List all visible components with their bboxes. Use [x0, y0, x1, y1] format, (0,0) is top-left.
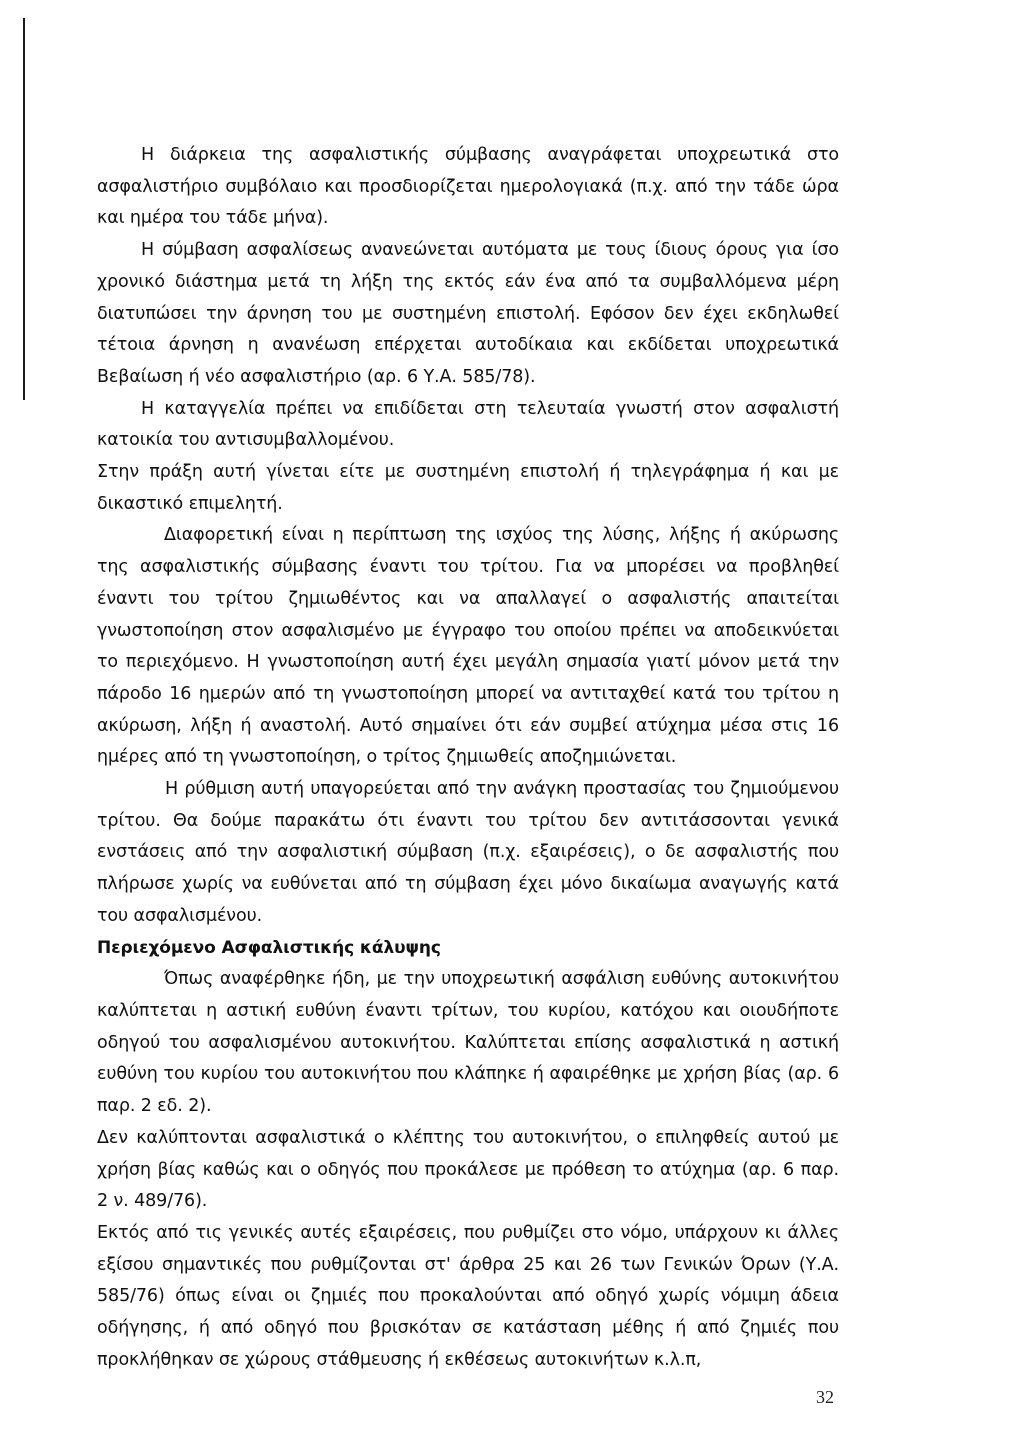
paragraph-contract-renewal: Η σύμβαση ασφαλίσεως ανανεώνεται αυτόματα με τους ίδιους όρους για ίσο χρονικό διάστημα μετά τη λήξη της εκτός εάν ένα από τα συμβαλλόμενα μέρη διατυπώσει την άρνηση του με συστημένη επιστολή. Εφόσον δεν έχει εκδηλωθεί τέτοια άρνηση η ανανέωση επέρχεται αυτοδίκαια και εκδίδεται υποχρεωτικά Βεβαίωση ή νέο ασφαλιστήριο (αρ. 6 Υ.Α. 585/78).	[97, 240, 839, 387]
paragraph-third-party-validity: Διαφορετική είναι η περίπτωση της ισχύος της λύσης, λήξης ή ακύρωσης της ασφαλιστικής σύμβασης έναντι του τρίτου. Για να μπορέσει να προβληθεί έναντι του τρίτου ζημιωθέντος και να απαλλαγεί ο ασφαλιστής απαιτείται γνωστοποίηση στον ασφαλισμένο με έγγραφο του οποίου πρέπει να αποδεικνύεται το περιεχόμενο. Η γνωστοποίηση αυτή έχει μεγάλη σημασία γιατί μόνον μετά την πάροδο 16 ημερών από τη γνωστοποίηση μπορεί να αντιταχθεί κατά του τρίτου η ακύρωση, λήξη ή αναστολή. Αυτό σημαίνει ότι εάν συμβεί ατύχημα μέσα στις 16 ημέρες από τη γνωστοποίηση, ο τρίτος ζημιωθείς αποζημιώνεται.	[97, 525, 839, 768]
paragraph-coverage-exclusions: Δεν καλύπτονται ασφαλιστικά ο κλέπτης του αυτοκινήτου, ο επιληφθείς αυτού με χρήση βίας καθώς και ο οδηγός που προκάλεσε με πρόθεση το ατύχημα (αρ. 6 παρ. 2 ν. 489/76).	[97, 1127, 839, 1212]
section-heading: Περιεχόμενο Ασφαλιστικής κάλυψης	[97, 937, 441, 958]
paragraph-third-party-protection: Η ρύθμιση αυτή υπαγορεύεται από την ανάγκη προστασίας του ζημιούμενου τρίτου. Θα δούμε παρακάτω ότι έναντι του τρίτου δεν αντιτάσσονται γενικά ενστάσεις από την ασφαλιστική σύμβαση (π.χ. εξαιρέσεις), ο δε ασφαλιστής που πλήρωσε χωρίς να ευθύνεται από τη σύμβαση έχει μόνο δικαίωμα αναγωγής κατά του ασφαλισμένου.	[97, 779, 839, 926]
paragraph-notice-method: Στην πράξη αυτή γίνεται είτε με συστημένη επιστολή ή τηλεγράφημα ή και με δικαστικό επιμελητή.	[97, 462, 839, 514]
paragraph-contract-duration: Η διάρκεια της ασφαλιστικής σύμβασης αναγράφεται υποχρεωτικά στο ασφαλιστήριο συμβόλαιο και προσδιορίζεται ημερολογιακά (π.χ. από την τάδε ώρα και ημέρα του τάδε μήνα).	[97, 145, 839, 229]
document-body	[97, 140, 839, 1376]
page-number: 32	[816, 1387, 834, 1407]
margin-rule	[23, 18, 25, 400]
paragraph-general-exclusions: Εκτός από τις γενικές αυτές εξαιρέσεις, που ρυθμίζει στο νόμο, υπάρχουν κι άλλες εξίσου σημαντικές που ρυθμίζονται στ' άρθρα 25 και 26 των Γενικών Όρων (Υ.Α. 585/76) όπως είναι οι ζημιές που προκαλούνται από οδηγό χωρίς νόμιμη άδεια οδήγησης, ή από οδηγό που βρισκόταν σε κατάσταση μέθης ή από ζημιές που προκλήθηκαν σε χώρους στάθμευσης ή εκθέσεως αυτοκινήτων κ.λ.π,	[97, 1222, 839, 1370]
paragraph-coverage-scope: Όπως αναφέρθηκε ήδη, με την υποχρεωτική ασφάλιση ευθύνης αυτοκινήτου καλύπτεται η αστική ευθύνη έναντι τρίτων, του κυρίου, κατόχου και οιουδήποτε οδηγού του ασφαλισμένου αυτοκινήτου. Καλύπτεται επίσης ασφαλιστικά η αστική ευθύνη του κυρίου του αυτοκινήτου που κλάπηκε ή αφαιρέθηκε με χρήση βίας (αρ. 6 παρ. 2 εδ. 2).	[97, 969, 839, 1117]
paragraph-termination-notice: Η καταγγελία πρέπει να επιδίδεται στη τελευταία γνωστή στον ασφαλιστή κατοικία του αντισυμβαλλομένου.	[97, 398, 839, 451]
